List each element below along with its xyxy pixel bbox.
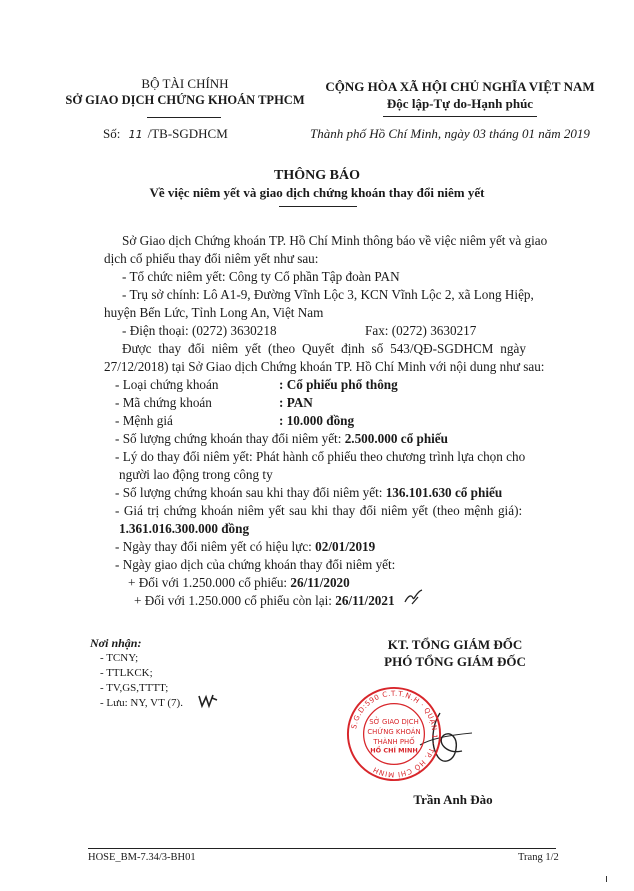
after-quantity-label: - Số lượng chứng khoán sau khi thay đổi niêm yết: — [115, 485, 383, 500]
trading-date-2-value: 26/11/2021 — [335, 593, 395, 608]
change-quantity — [115, 430, 448, 447]
country-name: CỘNG HÒA XÃ HỘI CHỦ NGHĨA VIỆT NAM — [325, 79, 595, 94]
trading-date-2-label: + Đối với 1.250.000 cổ phiếu còn lại: — [134, 593, 332, 608]
recipient-item: - TCNY; — [100, 652, 139, 664]
seal-ring-text: S.G.D:590 C.T.T.N.H · QUẬN 1 · TP. HỒ CHÍ MINH — [349, 688, 440, 780]
phone-number: - Điện thoại: (0272) 3630218 — [122, 323, 277, 338]
seal-line-3: THÀNH PHỐ — [373, 737, 415, 746]
page-title: THÔNG BÁO — [274, 168, 360, 183]
page-number: Trang 1/2 — [518, 852, 559, 863]
trading-date-1-label: + Đối với 1.250.000 cổ phiếu: — [128, 575, 288, 590]
seal-line-1: SỞ GIAO DỊCH — [369, 718, 419, 727]
number-prefix: Số: — [103, 126, 121, 141]
fax-number: Fax: (0272) 3630217 — [365, 323, 477, 338]
header-left-rule — [147, 117, 221, 118]
security-code-value: : PAN — [279, 395, 313, 410]
trading-date-2 — [134, 592, 395, 609]
par-value-value: : 10.000 đồng — [279, 413, 355, 428]
decision-line-1: Được thay đổi niêm yết (theo Quyết định số 543/QĐ-SGDHCM ngày — [122, 341, 526, 356]
ministry-name: BỘ TÀI CHÍNH — [141, 76, 229, 91]
security-code-label: - Mã chứng khoán — [115, 395, 212, 410]
decision-line-2: 27/12/2018) tại Sở Giao dịch Chứng khoán TP. Hồ Chí Minh với nội dung như sau: — [104, 359, 545, 374]
headquarters-line-1: - Trụ sở chính: Lô A1-9, Đường Vĩnh Lộc 3, KCN Vĩnh Lộc 2, xã Long Hiệp, — [122, 287, 534, 302]
after-value-label: - Giá trị chứng khoán niêm yết sau khi thay đổi niêm yết (theo mệnh giá): — [115, 503, 523, 518]
after-quantity-value: 136.101.630 cổ phiếu — [385, 485, 503, 500]
change-quantity-value: 2.500.000 cổ phiếu — [344, 431, 448, 446]
signer-title-2: PHÓ TỔNG GIÁM ĐỐC — [384, 654, 526, 669]
trading-date-1 — [128, 574, 350, 591]
security-type-value: : Cổ phiếu phổ thông — [279, 377, 398, 392]
motto: Độc lập-Tự do-Hạnh phúc — [386, 96, 534, 111]
initials-mark-icon — [402, 588, 426, 610]
seal-line-2: CHỨNG KHOÁN — [367, 728, 421, 736]
number-suffix: /TB-SGDHCM — [147, 126, 228, 141]
effective-date-value: 02/01/2019 — [315, 539, 376, 554]
effective-date — [115, 538, 375, 555]
scan-mark — [606, 876, 611, 882]
change-quantity-label: - Số lượng chứng khoán thay đổi niêm yết: — [115, 431, 342, 446]
after-quantity — [115, 484, 502, 501]
recipient-item: - TV,GS,TTTT; — [100, 682, 169, 694]
place-date: Thành phố Hồ Chí Minh, ngày 03 tháng 01 năm 2019 — [310, 126, 590, 141]
trading-date-label: - Ngày giao dịch của chứng khoán thay đổi niêm yết: — [115, 557, 396, 572]
after-value-value: 1.361.016.300.000 đồng — [119, 521, 250, 536]
form-code: HOSE_BM-7.34/3-BH01 — [88, 852, 196, 863]
seal-line-4: HỒ CHÍ MINH — [370, 746, 418, 755]
par-value-label: - Mệnh giá — [115, 413, 173, 428]
recipient-item: - Lưu: NY, VT (7). — [100, 697, 183, 709]
signer-title-1: KT. TỔNG GIÁM ĐỐC — [387, 637, 523, 652]
footer-rule — [88, 848, 556, 849]
page-subtitle: Về việc niêm yết và giao dịch chứng khoán thay đổi niêm yết — [149, 185, 485, 200]
signer-name: Trần Anh Đào — [413, 792, 493, 807]
reason-line-2: người lao động trong công ty — [119, 467, 273, 482]
headquarters-line-2: huyện Bến Lức, Tỉnh Long An, Việt Nam — [104, 305, 324, 320]
reason-line-1: - Lý do thay đổi niêm yết: Phát hành cổ phiếu theo chương trình lựa chọn cho — [115, 449, 526, 464]
title-rule — [279, 206, 357, 207]
intro-line-2: dịch cổ phiếu thay đổi niêm yết như sau: — [104, 251, 319, 266]
intro-line-1: Sở Giao dịch Chứng khoán TP. Hồ Chí Minh thông báo về việc niêm yết và giao — [122, 233, 548, 248]
number-handwritten: 11 — [128, 128, 143, 141]
archive-initials-icon — [197, 692, 219, 710]
official-seal — [345, 685, 443, 783]
recipient-item: - TTLKCK; — [100, 667, 153, 679]
recipients-heading: Nơi nhận: — [90, 636, 142, 650]
listing-organization: - Tổ chức niêm yết: Công ty Cổ phần Tập đoàn PAN — [122, 269, 400, 284]
header-right-rule — [383, 116, 537, 117]
trading-date-1-value: 26/11/2020 — [290, 575, 350, 590]
agency-name: SỞ GIAO DỊCH CHỨNG KHOÁN TPHCM — [65, 93, 305, 107]
security-type-label: - Loại chứng khoán — [115, 377, 219, 392]
effective-date-label: - Ngày thay đổi niêm yết có hiệu lực: — [115, 539, 312, 554]
document-number — [103, 126, 228, 142]
